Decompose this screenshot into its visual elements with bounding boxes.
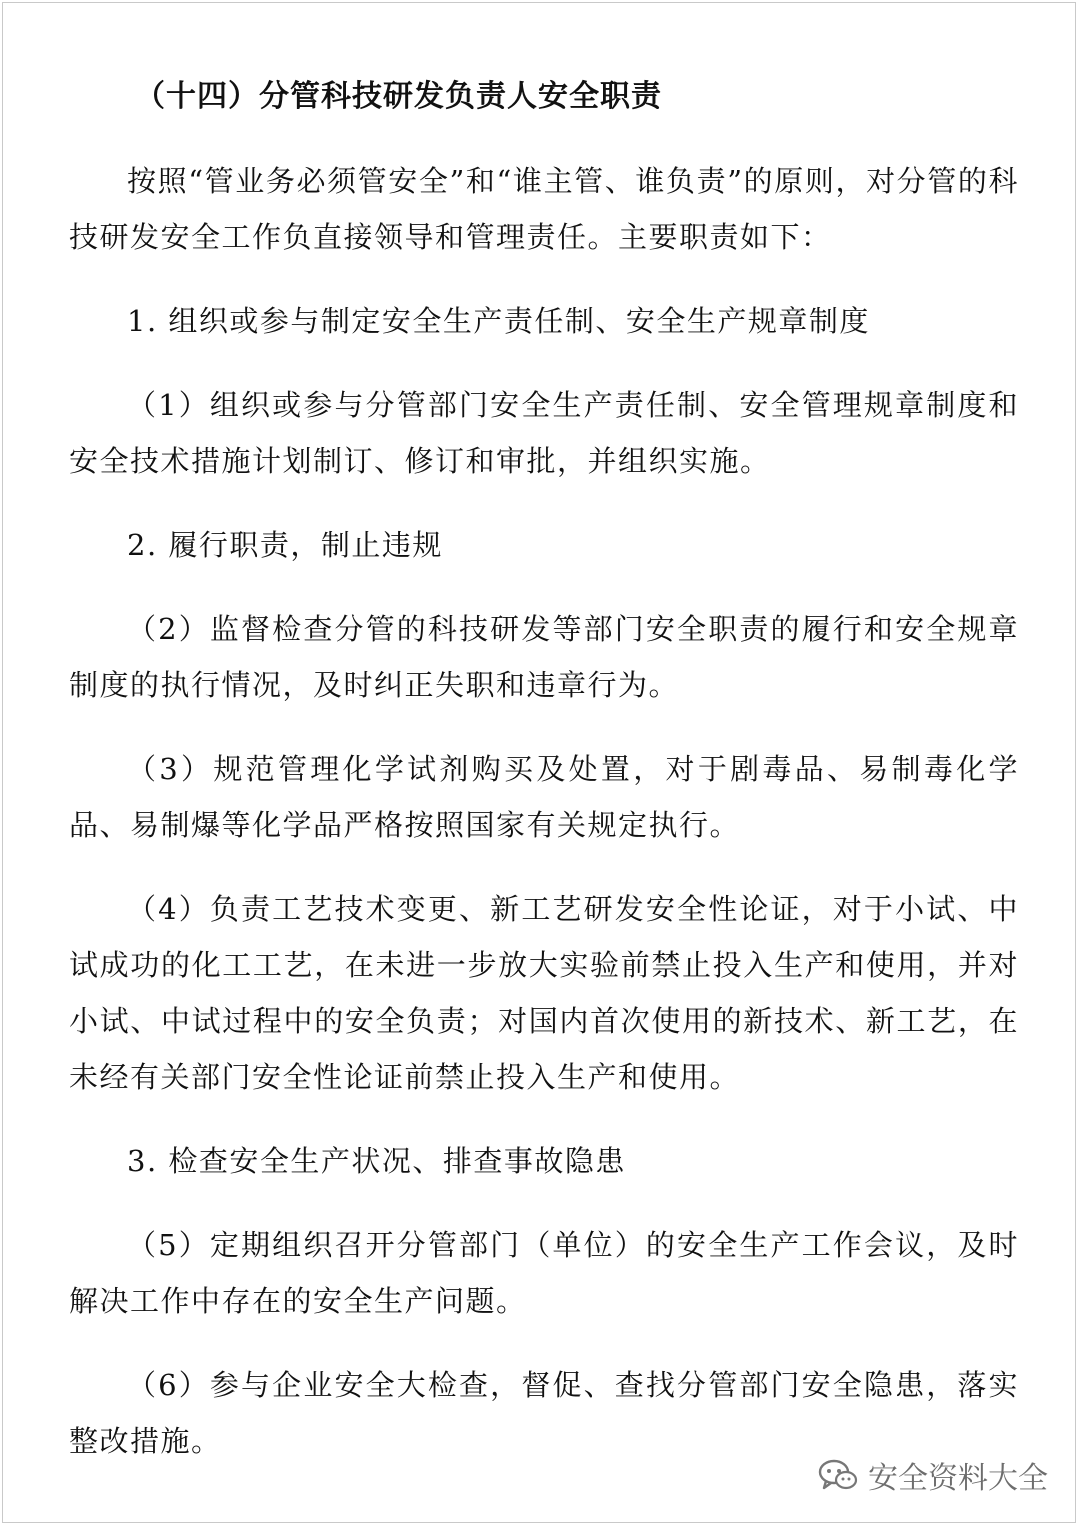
item-4-paragraph: （4）负责工艺技术变更、新工艺研发安全性论证，对于小试、中试成功的化工工艺，在未进一步放大实验前禁止投入生产和使用，并对小试、中试过程中的安全负责；对国内首次使用的新技术、新工艺，在未经有关部门安全性论证前禁止投入生产和使用。	[69, 892, 1019, 1094]
intro-paragraph: 按照“管业务必须管安全”和“谁主管、谁负责”的原则，对分管的科技研发安全工作负直接领导和管理责任。主要职责如下：	[69, 164, 1019, 254]
item-3-paragraph: （3）规范管理化学试剂购买及处置，对于剧毒品、易制毒化学品、易制爆等化学品严格按照国家有关规定执行。	[69, 752, 1019, 842]
section-heading: （十四）分管科技研发负责人安全职责	[135, 79, 662, 114]
item-6-paragraph: （6）参与企业安全大检查，督促、查找分管部门安全隐患，落实整改措施。	[69, 1368, 1019, 1458]
wechat-icon	[818, 1458, 858, 1492]
section-3-title: 3. 检查安全生产状况、排查事故隐患	[127, 1144, 626, 1178]
item-5-paragraph: （5）定期组织召开分管部门（单位）的安全生产工作会议，及时解决工作中存在的安全生产问题。	[69, 1228, 1019, 1318]
section-1-title: 1. 组织或参与制定安全生产责任制、安全生产规章制度	[127, 304, 870, 338]
watermark	[818, 1453, 1048, 1497]
item-1-paragraph: （1）组织或参与分管部门安全生产责任制、安全管理规章制度和安全技术措施计划制订、修订和审批，并组织实施。	[69, 388, 1019, 478]
watermark-text: 安全资料大全	[868, 1461, 1048, 1496]
document-body	[69, 69, 1019, 1497]
document-page	[2, 2, 1076, 1523]
item-2-paragraph: （2）监督检查分管的科技研发等部门安全职责的履行和安全规章制度的执行情况，及时纠正失职和违章行为。	[69, 612, 1019, 702]
section-2-title: 2. 履行职责，制止违规	[127, 528, 443, 562]
